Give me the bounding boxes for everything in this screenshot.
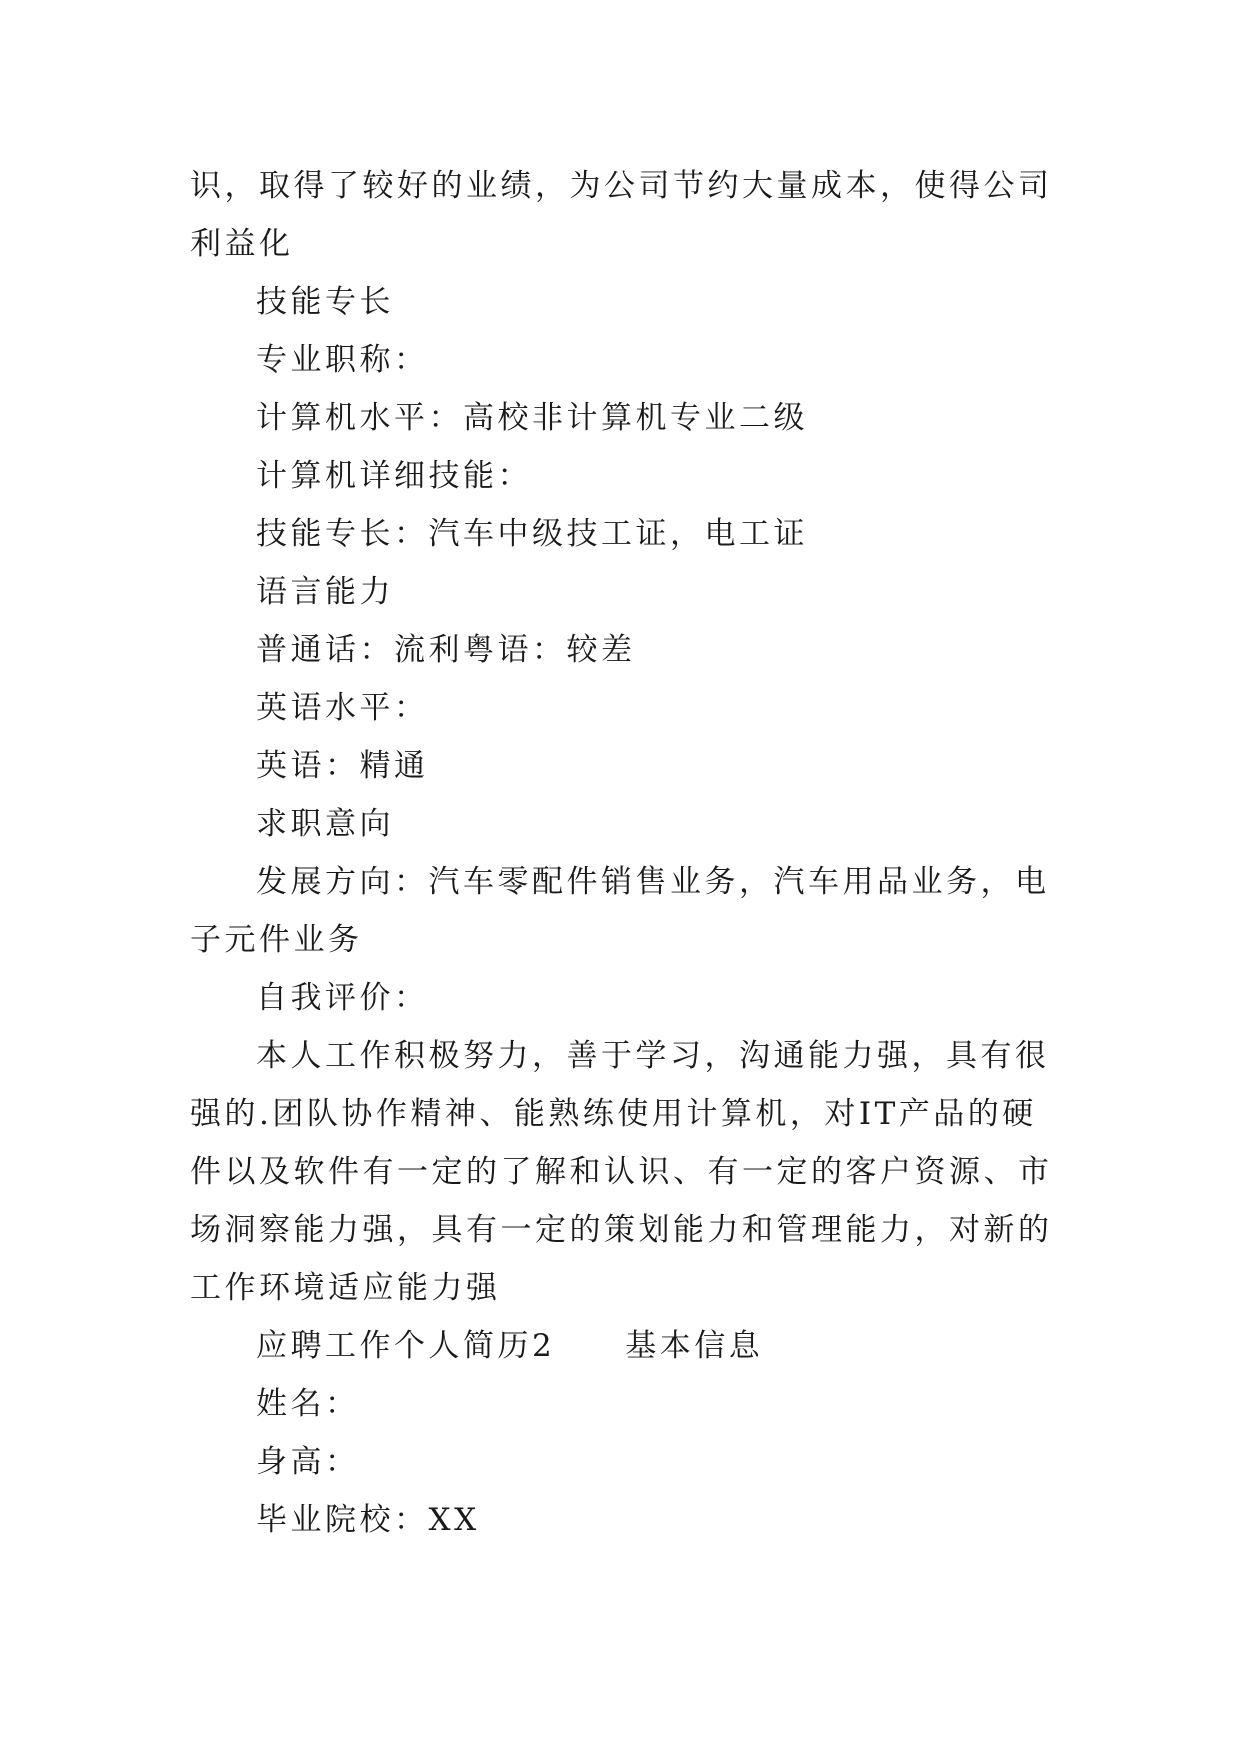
document-body [190,157,1056,1549]
field-development-direction: 发展方向：汽车零配件销售业务，汽车用品业务，电子元件业务 [190,864,1050,958]
resume-section-basic-info: 基本信息 [625,1328,764,1364]
field-skill-specialty: 技能专长：汽车中级技工证，电工证 [256,516,808,552]
field-name: 姓名： [256,1386,360,1422]
section-heading-skills: 技能专长 [256,284,394,320]
field-school: 毕业院校：XX [256,1502,480,1538]
paragraph-continuation: 识，取得了较好的业绩，为公司节约大量成本，使得公司利益化 [190,168,1053,262]
field-mandarin-cantonese: 普通话：流利粤语：较差 [256,632,636,668]
field-computer-skills: 计算机详细技能： [256,458,532,494]
field-english-level: 英语水平： [256,690,429,726]
field-height: 身高： [256,1444,360,1480]
self-evaluation-text: 本人工作积极努力，善于学习，沟通能力强，具有很强的.团队协作精神、能熟练使用计算机，对IT产品的硬件以及软件有一定的了解和认识、有一定的客户资源、市场洞察能力强，具有一定的策划能力和管理能力，对新的工作环境适应能力强 [190,1038,1053,1306]
section-heading-self-evaluation: 自我评价： [256,980,429,1016]
resume-title: 应聘工作个人简历2 [256,1328,556,1364]
resume-heading [190,1317,1056,1375]
section-heading-job-intention: 求职意向 [256,806,394,842]
section-heading-language: 语言能力 [256,574,394,610]
field-professional-title: 专业职称： [256,342,429,378]
field-english: 英语：精通 [256,748,429,784]
field-computer-level: 计算机水平：高校非计算机专业二级 [256,400,808,436]
